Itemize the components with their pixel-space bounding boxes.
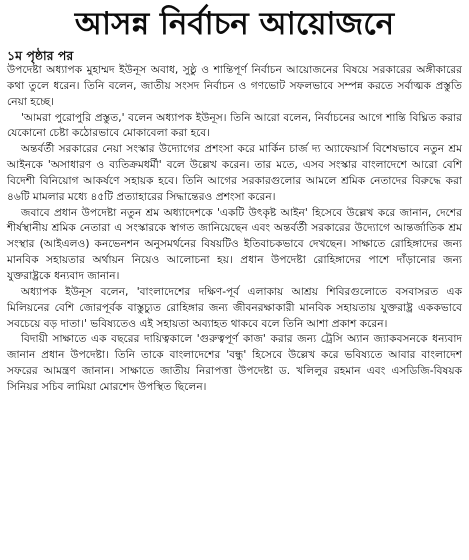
continued-from-label: ১ম পৃষ্ঠার পর bbox=[7, 48, 74, 63]
article-paragraph-1: উপদেষ্টা অধ্যাপক মুহাম্মদ ইউনূস অবাধ, সুষ্ঠু ও শান্তিপূর্ণ নির্বাচন আয়োজনের বিষয়ে সরকারের অঙ্গীকারের কথা তুলে ধরেন। তিনি বলেন, জাতীয় সংসদ নির্বাচন ও গণভোট সফলভাবে সম্পন্ন করতে সর্বাত্মক প্রস্তুতি নেয়া হচ্ছে। bbox=[7, 64, 462, 108]
article-paragraph-3: অন্তর্বর্তী সরকারের নেয়া সংস্কার উদ্যোগের প্রশংসা করে মার্কিন চার্জ দ্য অ্যাফেয়ার্স বিশেষভাবে নতুন শ্রম আইনকে 'অসাধারণ ও ব্যতিক্রমধর্মী' বলে উল্লেখ করেন। তার মতে, এসব সংস্কার বাংলাদেশে আরো বেশি বিদেশী বিনিয়োগ আকর্ষণে সহায়ক হবে। তিনি আগের সরকারগুলোর আমলে শ্রমিক নেতাদের বিরুদ্ধে করা ৪৬টি মামলার মধ্যে ৪৫টি প্রত্যাহারের সিদ্ধান্তেরও প্রশংসা করেন। bbox=[7, 143, 462, 203]
article-paragraph-2: 'আমরা পুরোপুরি প্রস্তুত,' বলেন অধ্যাপক ইউনূস। তিনি আরো বলেন, নির্বাচনের আগে শান্তি বিঘ্নিত করার যেকোনো চেষ্টা কঠোরভাবে মোকাবেলা করা হবে। bbox=[7, 111, 462, 140]
article-headline: আসন্ন নির্বাচন আয়োজনে bbox=[74, 6, 395, 42]
article-paragraph-5: অধ্যাপক ইউনূস বলেন, 'বাংলাদেশের দক্ষিণ-পূর্ব এলাকায় আশ্রয় শিবিরগুলোতে বসবাসরত এক মিলিয়নের বেশি জোরপূর্বক বাস্তুচ্যুত রোহিঙ্গার জন্য জীবনরক্ষাকারী মানবিক সহায়তায় যুক্তরাষ্ট্র এককভাবে সবচেয়ে বড় দাতা।' ভবিষ্যতেও এই সহায়তা অব্যাহত থাকবে বলে তিনি আশা প্রকাশ করেন। bbox=[7, 285, 462, 330]
article-paragraph-4: জবাবে প্রধান উপদেষ্টা নতুন শ্রম অধ্যাদেশকে 'একটি উৎকৃষ্ট আইন' হিসেবে উল্লেখ করে জানান, দেশের শীর্ষস্থানীয় শ্রমিক নেতারা এ সংস্কারকে স্বাগত জানিয়েছেন এবং অন্তর্বর্তী সরকারের উদ্যোগে আন্তর্জাতিক শ্রম সংস্থার (আইএলও) কনভেনশন অনুসমর্থনের বিষয়টিও ইতিবাচকভাবে দেখছেন। সাক্ষাতে রোহিঙ্গাদের জন্য মানবিক সহায়তার অর্থায়ন নিয়েও আলোচনা হয়। প্রধান উপদেষ্টা রোহিঙ্গাদের পাশে দাঁড়ানোর জন্য যুক্তরাষ্ট্রকে ধন্যবাদ জানান। bbox=[7, 206, 462, 282]
article-paragraph-6: বিদায়ী সাক্ষাতে এক বছরের দায়িত্বকালে 'গুরুত্বপূর্ণ কাজ' করার জন্য ট্রেসি অ্যান জ্যাকবসনকে ধন্যবাদ জানান প্রধান উপদেষ্টা। তিনি তাকে বাংলাদেশের 'বন্ধু' হিসেবে উল্লেখ করে ভবিষ্যতে আবার বাংলাদেশ সফরের আমন্ত্রণ জানান। সাক্ষাতে জাতীয় নিরাপত্তা উপদেষ্টা ড. খলিলুর রহমান এবং এসডিজি-বিষয়ক সিনিয়র সচিব লামিয়া মোরশেদ উপস্থিত ছিলেন। bbox=[7, 333, 462, 393]
article-body bbox=[7, 63, 462, 396]
